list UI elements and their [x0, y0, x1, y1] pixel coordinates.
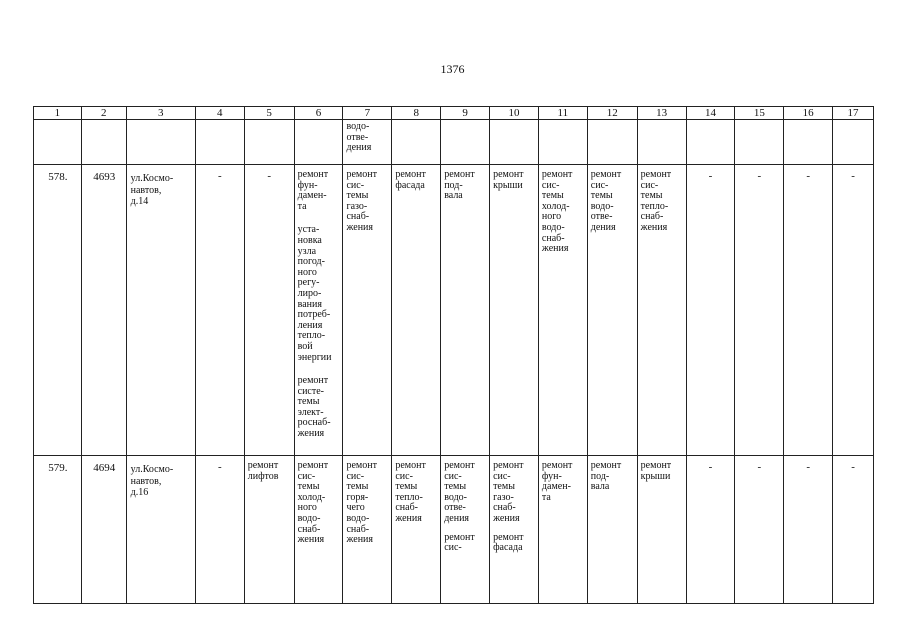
cell-line: узла	[297, 245, 317, 257]
cell-line: жения	[346, 221, 374, 233]
code-cell: 4693	[81, 165, 126, 456]
cell-line: темы	[541, 190, 564, 202]
cell-line: темы	[395, 481, 418, 493]
table-cell: -	[833, 165, 874, 456]
table-cell	[587, 165, 637, 456]
cell-line: ремонт	[395, 169, 426, 180]
cell-line: вала	[590, 481, 610, 493]
col-header: 10	[490, 107, 539, 120]
cell-text	[638, 456, 686, 482]
table-cell	[441, 165, 490, 456]
address-cell	[126, 165, 195, 456]
cell-line: лифтов	[247, 470, 279, 482]
cell-line: сис-	[395, 470, 413, 482]
col-header: 16	[784, 107, 833, 120]
cell-line: сис-	[590, 179, 609, 191]
table-cell	[392, 456, 441, 604]
table-cell: -	[784, 165, 833, 456]
cell-line: жения	[395, 512, 422, 524]
cell-line: темы	[297, 481, 320, 493]
cell-line: темы	[640, 190, 663, 202]
cell-text	[490, 528, 538, 554]
cell-line: холод-	[297, 491, 326, 503]
table-cell	[587, 456, 637, 604]
cell-line: жения	[346, 534, 374, 546]
cell-line: тепло-	[640, 200, 669, 212]
cell-line: темы	[444, 481, 467, 493]
col-header: 2	[81, 107, 126, 120]
table-cell: -	[833, 456, 874, 604]
cell-line: сис-	[493, 470, 511, 482]
cell-line: водо-	[444, 491, 467, 503]
row-number-cell: 578.	[34, 165, 82, 456]
cell-line: регу-	[297, 277, 320, 289]
cell-line: темы	[346, 481, 369, 493]
cell-line: снаб-	[541, 232, 565, 244]
table-cell: -	[244, 165, 294, 456]
cell-line: ремонт	[590, 460, 622, 471]
table-row	[34, 456, 874, 604]
cell-line: сис-	[346, 179, 365, 191]
cell-line: жения	[297, 534, 325, 546]
col-header: 8	[392, 107, 441, 120]
cell-line: ремонт	[493, 460, 524, 471]
cell-line: лиро-	[297, 287, 322, 299]
cell-line: сис-	[541, 179, 560, 191]
cell-line: отве-	[346, 131, 369, 143]
cell-line: горя-	[346, 491, 369, 503]
cell-line: снаб-	[395, 502, 418, 514]
table-cell	[343, 120, 392, 165]
col-header: 6	[294, 107, 343, 120]
cell-line: д.14	[130, 196, 149, 207]
cell-line: ремонт	[541, 169, 573, 180]
cell-line: потреб-	[297, 309, 331, 321]
cell-text	[490, 165, 538, 191]
cell-text	[343, 456, 391, 546]
cell-text	[490, 456, 538, 525]
col-header: 11	[538, 107, 587, 120]
cell-line: ремонт	[297, 460, 329, 471]
cell-line: вала	[444, 190, 463, 202]
cell-line: дамен-	[297, 190, 327, 202]
table-cell	[294, 165, 343, 456]
cell-line: холод-	[541, 200, 570, 212]
cell-line: новка	[297, 234, 322, 246]
cell-line: ного	[541, 211, 562, 223]
cell-line: ного	[297, 266, 317, 278]
cell-line: водо-	[346, 512, 370, 524]
cell-line: ремонт	[444, 460, 475, 471]
table-cell	[538, 456, 587, 604]
cell-line: сис-	[444, 470, 462, 482]
cell-line: водо-	[541, 221, 565, 233]
col-header: 9	[441, 107, 490, 120]
cell-line: ного	[297, 502, 317, 514]
cell-line: чего	[346, 502, 365, 514]
col-header: 1	[34, 107, 82, 120]
code-cell: 4694	[81, 456, 126, 604]
cell-line: дения	[444, 512, 470, 524]
cell-line: темы	[297, 396, 320, 408]
cell-line: ремонт	[640, 169, 672, 180]
cell-line: снаб-	[493, 502, 516, 514]
cell-line: жения	[493, 512, 520, 524]
table-cell	[637, 165, 686, 456]
cell-line: снаб-	[297, 523, 321, 535]
cell-line: дения	[346, 142, 372, 154]
cell-line: темы	[346, 190, 369, 202]
cell-line: систе-	[297, 385, 324, 397]
table-cell: -	[735, 165, 784, 456]
cell-line: отве-	[590, 211, 613, 223]
cell-text	[295, 371, 343, 440]
cell-line: крыши	[640, 470, 671, 482]
cell-text	[392, 165, 440, 191]
cell-line: ремонт	[493, 169, 524, 180]
cell-text	[539, 165, 587, 255]
cell-text	[638, 165, 686, 234]
table-cell	[244, 456, 294, 604]
cell-line: вания	[297, 298, 322, 310]
cell-line: темы	[493, 481, 515, 493]
cell-line: ремонт	[297, 169, 329, 180]
table-cell	[490, 456, 539, 604]
cell-text	[295, 456, 343, 546]
cell-line: темы	[590, 190, 613, 202]
cell-text	[588, 456, 637, 493]
cell-line: ремонт	[395, 460, 426, 471]
cell-line: погод-	[297, 256, 325, 268]
cell-text	[588, 165, 637, 234]
col-header: 4	[195, 107, 244, 120]
housing-repair-table	[33, 106, 874, 604]
cell-line: ремонт	[346, 169, 377, 180]
cell-line: ления	[297, 319, 323, 331]
table-cell: -	[784, 456, 833, 604]
cell-line: элект-	[297, 406, 324, 418]
table-cell	[538, 165, 587, 456]
cell-line: под-	[444, 179, 463, 191]
page-number: 1376	[440, 62, 465, 76]
table-cell	[294, 456, 343, 604]
table-cell: -	[686, 456, 735, 604]
cell-line: отве-	[444, 502, 466, 514]
cell-line: ремонт	[590, 169, 622, 180]
cell-text	[441, 165, 489, 202]
cell-line: ремонт	[346, 460, 377, 471]
cell-line: фасада	[493, 542, 523, 554]
table-cell	[343, 456, 392, 604]
col-header: 3	[126, 107, 195, 120]
cell-line: сис-	[297, 470, 316, 482]
cell-line: ремонт	[444, 169, 475, 180]
table-cell	[490, 165, 539, 456]
cell-line: ремонт	[541, 460, 573, 471]
cell-line: водо-	[346, 121, 370, 132]
continuation-row	[34, 120, 874, 165]
table-cell	[441, 456, 490, 604]
cell-text	[295, 165, 343, 212]
cell-line: ремонт	[247, 460, 279, 471]
col-header: 17	[833, 107, 874, 120]
col-header: 15	[735, 107, 784, 120]
cell-line: ремонт	[640, 460, 672, 471]
cell-text	[392, 456, 440, 525]
cell-text	[441, 528, 489, 554]
table-cell: -	[686, 165, 735, 456]
cell-line: жения	[297, 428, 325, 440]
cell-line: та	[541, 491, 551, 503]
cell-text	[343, 120, 391, 154]
cell-line: водо-	[297, 512, 321, 524]
cell-line: снаб-	[346, 211, 370, 223]
cell-text	[441, 456, 489, 525]
cell-line: газо-	[346, 200, 368, 212]
address-cell	[126, 456, 195, 604]
col-header: 14	[686, 107, 735, 120]
cell-line: тепло-	[395, 491, 423, 503]
cell-line: снаб-	[346, 523, 370, 535]
cell-line: энергии	[297, 351, 332, 363]
cell-text	[539, 456, 587, 503]
table-row	[34, 165, 874, 456]
cell-line: жения	[640, 221, 668, 233]
cell-line: тепло-	[297, 330, 326, 342]
cell-line: ремонт	[493, 531, 524, 543]
cell-line: газо-	[493, 491, 514, 503]
cell-line: дамен-	[541, 481, 571, 493]
cell-line: д.16	[130, 487, 149, 498]
cell-line: сис-	[640, 179, 659, 191]
cell-line: ул.Космо-	[130, 464, 174, 475]
cell-line: уста-	[297, 224, 320, 236]
table-cell	[637, 456, 686, 604]
row-number-cell: 579.	[34, 456, 82, 604]
cell-line: снаб-	[640, 211, 664, 223]
cell-line: жения	[541, 243, 569, 255]
col-header: 13	[637, 107, 686, 120]
cell-line: навтов,	[130, 184, 162, 196]
cell-line: сис-	[346, 470, 365, 482]
table-cell: -	[735, 456, 784, 604]
table-cell	[392, 165, 441, 456]
cell-line: крыши	[493, 179, 523, 191]
cell-line: водо-	[590, 200, 614, 212]
cell-line: навтов,	[130, 475, 162, 487]
cell-line: фасада	[395, 179, 425, 191]
cell-text	[245, 456, 294, 482]
cell-line: ул.Космо-	[130, 173, 174, 184]
cell-line: фун-	[297, 179, 318, 191]
cell-line: та	[297, 200, 307, 212]
cell-line: фун-	[541, 470, 562, 482]
col-header: 12	[587, 107, 637, 120]
cell-line: вой	[297, 340, 313, 352]
cell-line: роснаб-	[297, 417, 331, 429]
cell-text	[343, 165, 391, 234]
cell-line: под-	[590, 470, 610, 482]
cell-text	[295, 220, 343, 363]
table-cell: -	[195, 456, 244, 604]
table-cell	[343, 165, 392, 456]
column-number-header-row	[34, 107, 874, 120]
col-header: 5	[244, 107, 294, 120]
cell-line: дения	[590, 221, 616, 233]
cell-line: сис-	[444, 542, 462, 554]
cell-line: ремонт	[444, 531, 475, 543]
cell-line: ремонт	[297, 375, 329, 387]
col-header: 7	[343, 107, 392, 120]
table-cell: -	[195, 165, 244, 456]
